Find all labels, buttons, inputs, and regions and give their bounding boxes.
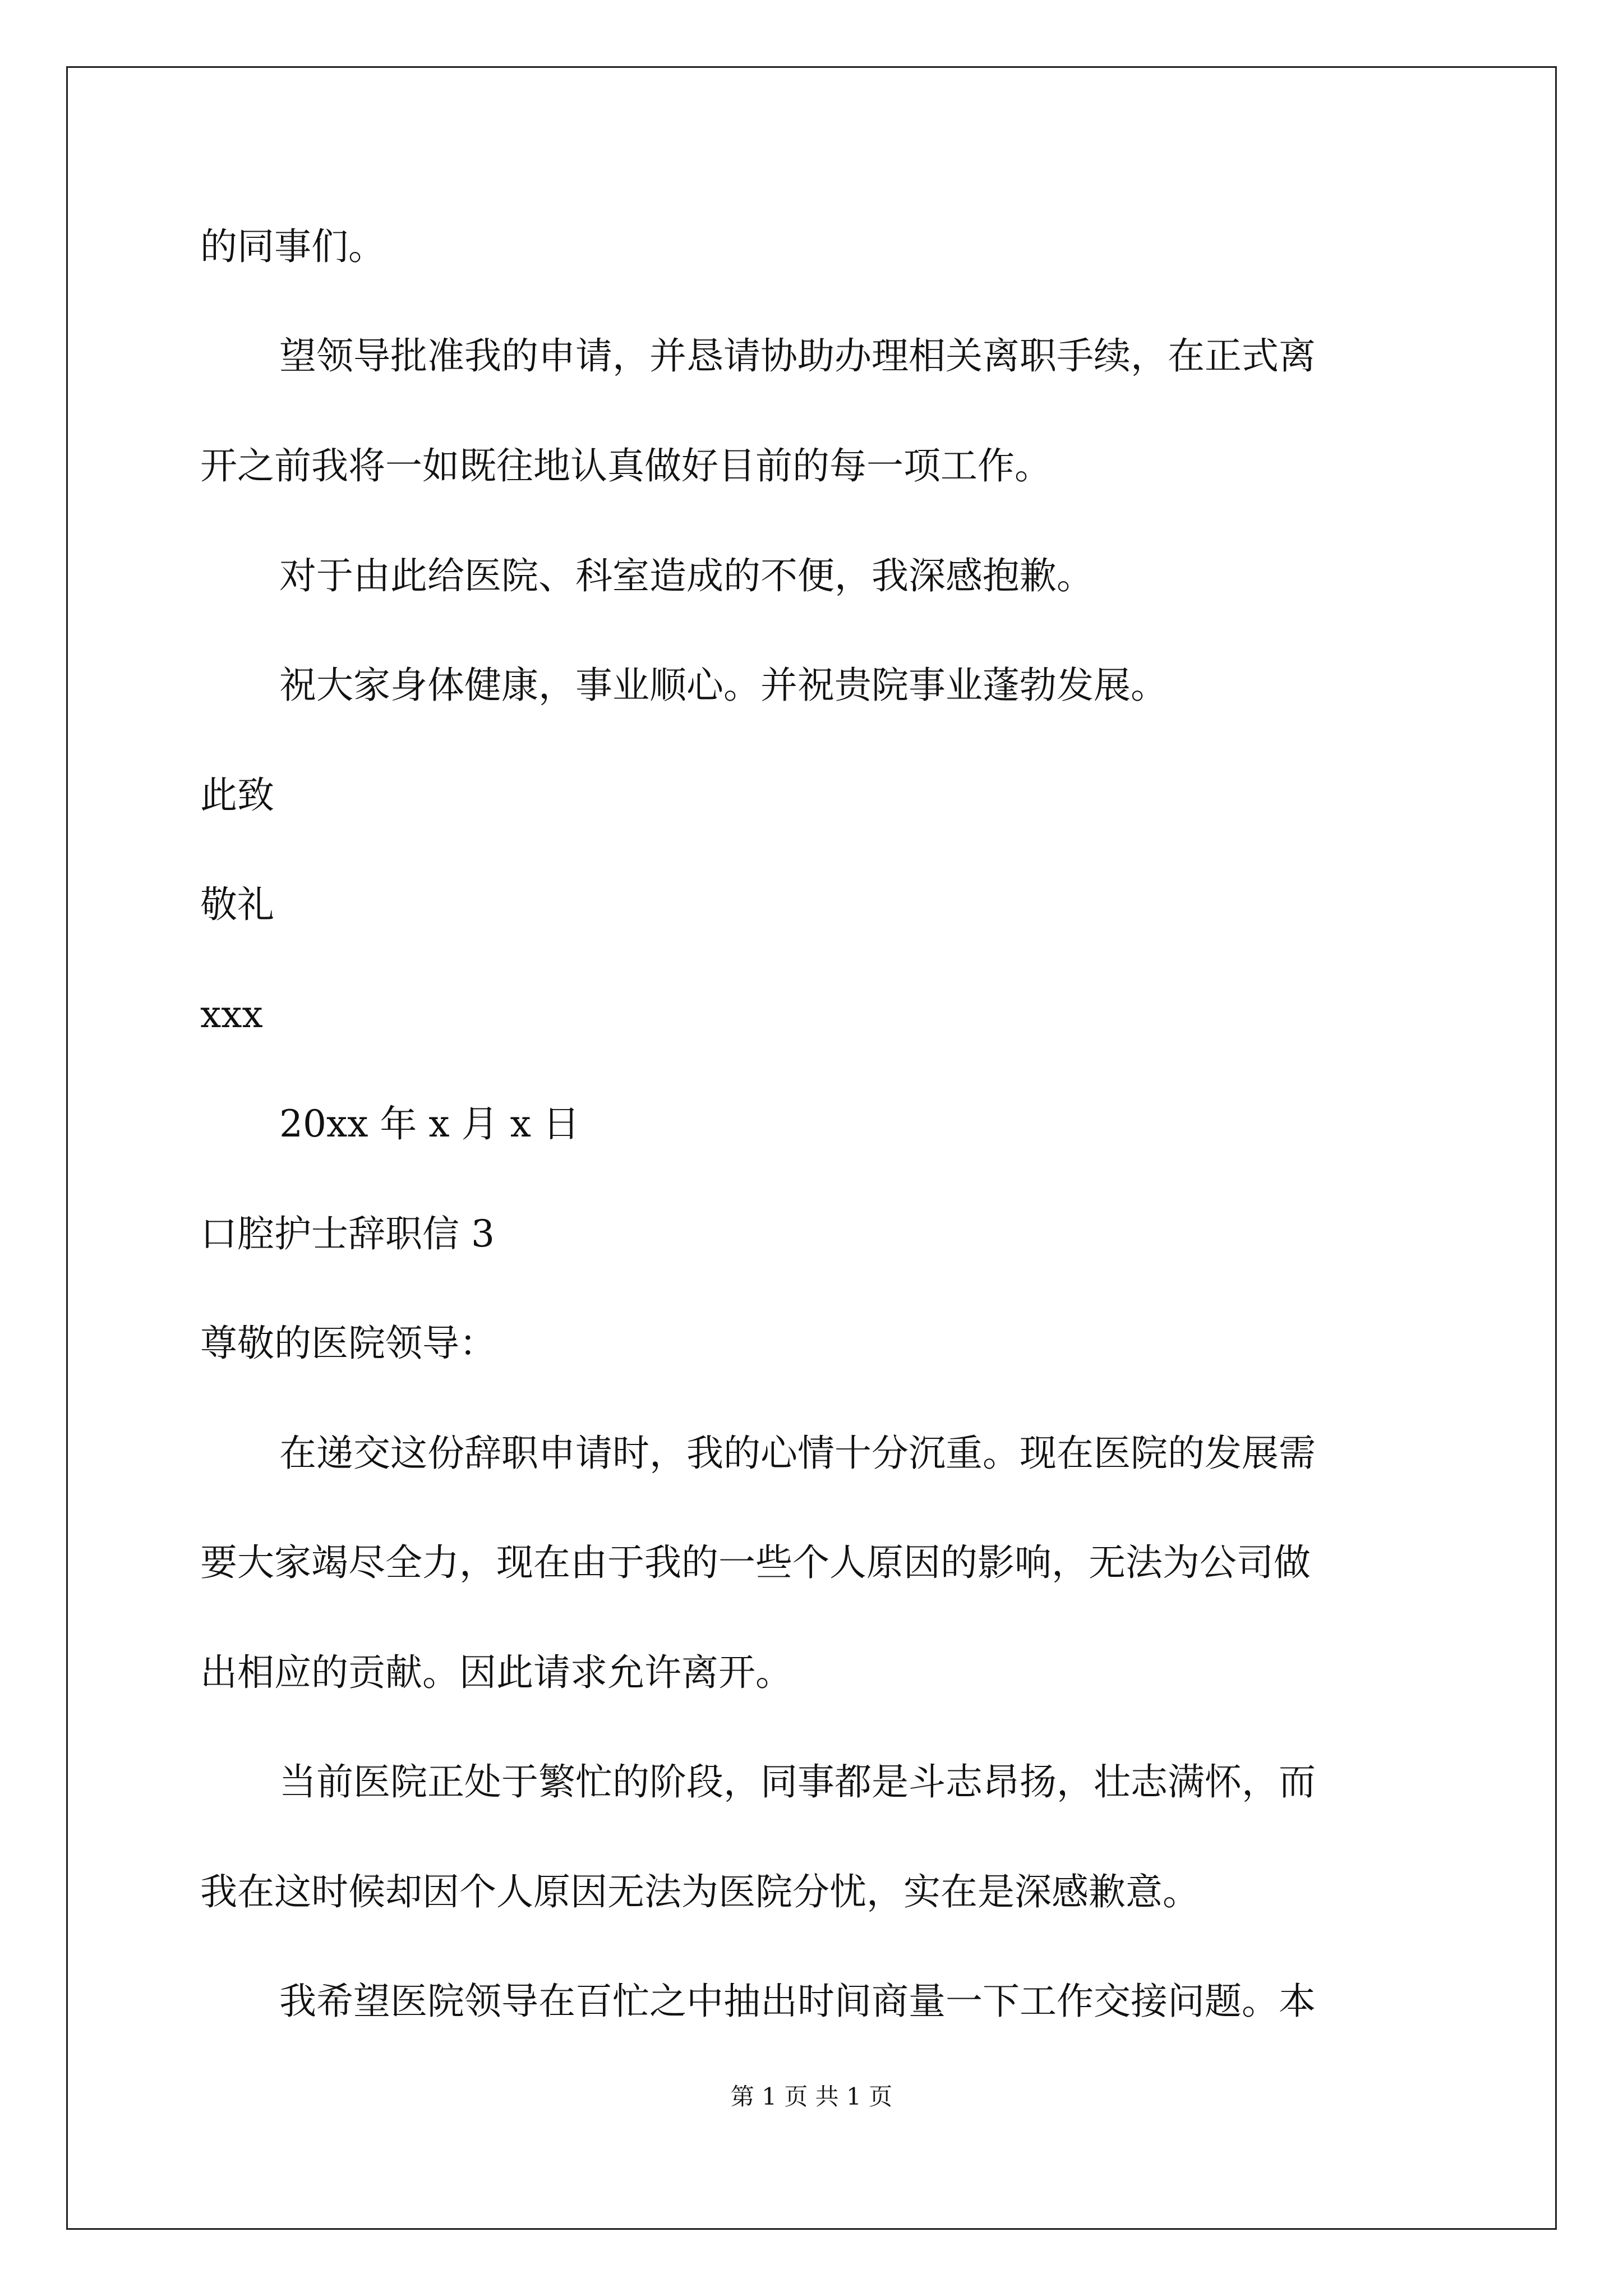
closing-salutation: 此致 [200,774,274,817]
letter-title: 口腔护士辞职信 3 [200,1212,495,1255]
text-line: 出相应的贡献。因此请求允许离开。 [200,1651,792,1694]
text-line: 对于由此给医院、科室造成的不便，我深感抱歉。 [279,554,1094,597]
text-line: 我希望医院领导在百忙之中抽出时间商量一下工作交接问题。本 [279,1980,1316,2023]
text-line: 祝大家身体健康，事业顺心。并祝贵院事业蓬勃发展。 [279,664,1168,707]
text-line: 当前医院正处于繁忙的阶段，同事都是斗志昂扬，壮志满怀，而 [279,1760,1316,1803]
text-line: 在递交这份辞职申请时，我的心情十分沉重。现在医院的发展需 [279,1432,1316,1475]
date-line: 20xx 年 x 月 x 日 [279,1102,580,1145]
closing-regards: 敬礼 [200,883,274,926]
text-line: 望领导批准我的申请，并恳请协助办理相关离职手续，在正式离 [279,334,1316,378]
text-line: 的同事们。 [200,225,385,268]
letter-greeting: 尊敬的医院领导： [200,1322,496,1365]
text-line: 要大家竭尽全力，现在由于我的一些个人原因的影响，无法为公司做 [200,1541,1311,1584]
text-line: 我在这时候却因个人原因无法为医院分忧，实在是深感歉意。 [200,1870,1200,1913]
page-footer: 第 1 页 共 1 页 [730,2083,893,2110]
signature-name: xxx [200,993,263,1036]
text-line: 开之前我将一如既往地认真做好目前的每一项工作。 [200,444,1052,487]
